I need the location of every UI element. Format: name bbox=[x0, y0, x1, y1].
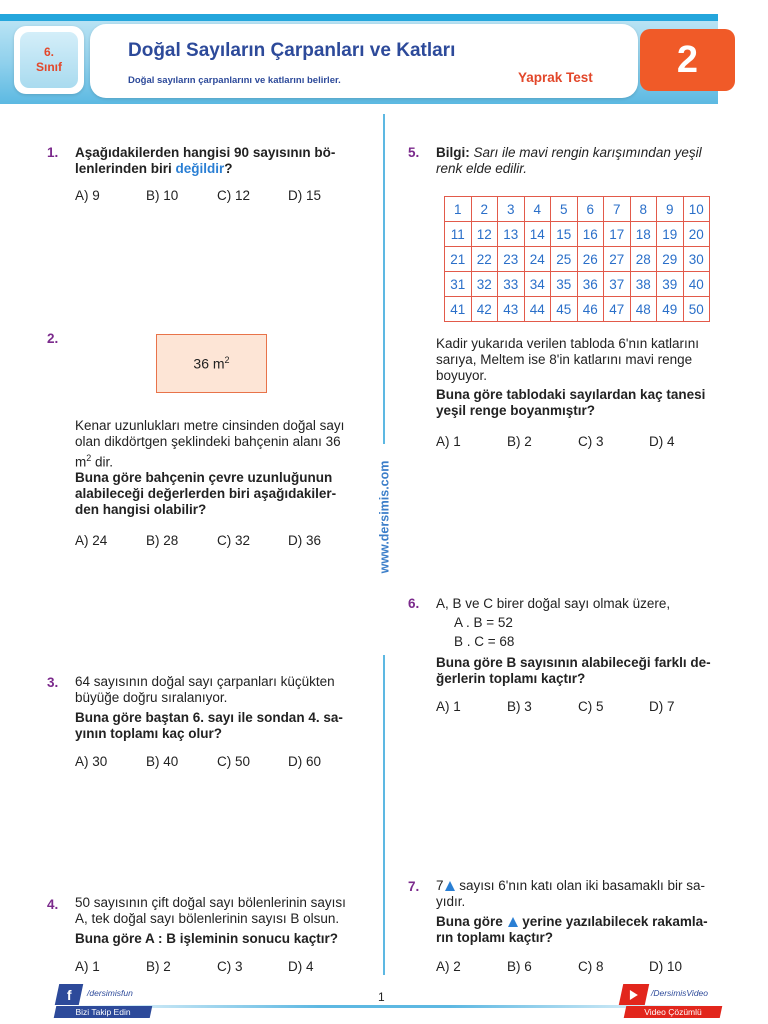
test-number: 2 bbox=[676, 38, 699, 81]
number-table-cell: 46 bbox=[577, 297, 604, 322]
question-7-bold-1 bbox=[436, 914, 708, 930]
grade-badge bbox=[14, 26, 84, 94]
question-7-bold-1-a: Buna göre bbox=[436, 914, 507, 929]
question-5-option-c[interactable]: C) 3 bbox=[578, 434, 604, 449]
garden-area-label bbox=[193, 355, 229, 372]
question-5-line-3: boyuyor. bbox=[436, 368, 488, 383]
number-table-cell: 14 bbox=[524, 222, 551, 247]
youtube-label-bar bbox=[624, 1006, 723, 1018]
number-table-cell: 27 bbox=[604, 247, 631, 272]
number-table-cell: 49 bbox=[657, 297, 684, 322]
number-table-cell: 19 bbox=[657, 222, 684, 247]
number-table-cell: 22 bbox=[471, 247, 498, 272]
triangle-icon bbox=[508, 917, 518, 927]
question-7-number: 7. bbox=[408, 879, 420, 894]
question-6-bold-2: ğerlerin toplamı kaçtır? bbox=[436, 671, 586, 686]
number-table-cell: 36 bbox=[577, 272, 604, 297]
number-table-cell: 9 bbox=[657, 197, 684, 222]
facebook-label-bar bbox=[54, 1006, 153, 1018]
question-2-line-3-b: dir. bbox=[91, 454, 114, 470]
question-7-line-1 bbox=[436, 878, 705, 894]
number-table-cell: 34 bbox=[524, 272, 551, 297]
question-5-line-1: Kadir yukarıda verilen tabloda 6'nın katlarını bbox=[436, 336, 699, 351]
question-2-unit: m bbox=[75, 454, 87, 470]
question-2-line-3 bbox=[75, 450, 113, 471]
question-5-number: 5. bbox=[408, 145, 420, 160]
question-2-unit-exponent: 2 bbox=[86, 453, 92, 463]
number-table-cell: 42 bbox=[471, 297, 498, 322]
garden-area-exponent: 2 bbox=[224, 355, 230, 366]
number-table-cell: 10 bbox=[683, 197, 710, 222]
number-table-row bbox=[445, 272, 710, 297]
question-5-option-a[interactable]: A) 1 bbox=[436, 434, 461, 449]
test-number-badge bbox=[640, 29, 735, 91]
question-7-digit: 7 bbox=[436, 878, 444, 893]
question-4-number: 4. bbox=[47, 897, 59, 912]
watermark bbox=[374, 458, 394, 576]
column-divider-bottom bbox=[383, 655, 385, 975]
question-3-bold-1: Buna göre baştan 6. sayı ile sondan 4. sa- bbox=[75, 710, 343, 725]
question-7-option-b[interactable]: B) 6 bbox=[507, 959, 532, 974]
question-6-equation-2: B . C = 68 bbox=[454, 634, 515, 649]
youtube-icon bbox=[619, 984, 649, 1005]
question-7-option-c[interactable]: C) 8 bbox=[578, 959, 604, 974]
question-4-option-d[interactable]: D) 4 bbox=[288, 959, 314, 974]
number-table-cell: 13 bbox=[498, 222, 525, 247]
number-table-cell: 43 bbox=[498, 297, 525, 322]
number-table-cell: 11 bbox=[445, 222, 472, 247]
grade-badge-inner bbox=[20, 32, 78, 88]
number-table-cell: 48 bbox=[630, 297, 657, 322]
triangle-icon bbox=[445, 881, 455, 891]
question-1-line-1: Aşağıdakilerden hangisi 90 sayısının bö- bbox=[75, 145, 336, 160]
question-6-number: 6. bbox=[408, 596, 420, 611]
number-table-cell: 20 bbox=[683, 222, 710, 247]
facebook-icon bbox=[55, 984, 83, 1005]
question-6-option-d[interactable]: D) 7 bbox=[649, 699, 675, 714]
question-7-line-2: yıdır. bbox=[436, 894, 466, 909]
question-4-option-b[interactable]: B) 2 bbox=[146, 959, 171, 974]
youtube-label: Video Çözümlü bbox=[644, 1007, 702, 1017]
question-1-option-d[interactable]: D) 15 bbox=[288, 188, 322, 203]
number-table-cell: 47 bbox=[604, 297, 631, 322]
number-table-cell: 25 bbox=[551, 247, 578, 272]
number-table-cell: 29 bbox=[657, 247, 684, 272]
number-table-cell: 4 bbox=[524, 197, 551, 222]
question-6-equation-1: A . B = 52 bbox=[454, 615, 513, 630]
number-table-cell: 6 bbox=[577, 197, 604, 222]
number-table-cell: 24 bbox=[524, 247, 551, 272]
youtube-handle: /DersimisVideo bbox=[651, 988, 709, 998]
number-table-cell: 12 bbox=[471, 222, 498, 247]
number-table-cell: 8 bbox=[630, 197, 657, 222]
question-5-info-line-2: renk elde edilir. bbox=[436, 161, 528, 176]
number-table-cell: 26 bbox=[577, 247, 604, 272]
question-7-line-1-b: sayısı 6'nın katı olan iki basamaklı bir sa- bbox=[455, 878, 705, 893]
question-2-bold-3: den hangisi olabilir? bbox=[75, 502, 207, 517]
question-1-line-2-a: lenlerinden biri bbox=[75, 161, 176, 176]
number-table-cell: 31 bbox=[445, 272, 472, 297]
number-table-cell: 32 bbox=[471, 272, 498, 297]
question-6-bold-1: Buna göre B sayısının alabileceği farklı de- bbox=[436, 655, 711, 670]
play-icon bbox=[630, 990, 638, 1000]
question-3-bold-2: yının toplamı kaç olur? bbox=[75, 726, 223, 741]
question-1-number: 1. bbox=[47, 145, 59, 160]
question-1-option-a[interactable]: A) 9 bbox=[75, 188, 100, 203]
question-5-bold-2: yeşil renge boyanmıştır? bbox=[436, 403, 596, 418]
question-3-option-b[interactable]: B) 40 bbox=[146, 754, 179, 769]
question-5-option-d[interactable]: D) 4 bbox=[649, 434, 675, 449]
question-7-option-a[interactable]: A) 2 bbox=[436, 959, 461, 974]
question-7-bold-1-b: yerine yazılabilecek rakamla- bbox=[518, 914, 708, 929]
question-2-option-b[interactable]: B) 28 bbox=[146, 533, 179, 548]
question-1-option-b[interactable]: B) 10 bbox=[146, 188, 179, 203]
number-table-cell: 41 bbox=[445, 297, 472, 322]
question-2-number: 2. bbox=[47, 331, 59, 346]
number-table-cell: 18 bbox=[630, 222, 657, 247]
number-table-cell: 40 bbox=[683, 272, 710, 297]
question-6-option-a[interactable]: A) 1 bbox=[436, 699, 461, 714]
question-5-info-line-1 bbox=[436, 145, 702, 161]
number-table-cell: 37 bbox=[604, 272, 631, 297]
question-4-option-a[interactable]: A) 1 bbox=[75, 959, 100, 974]
question-6-option-c[interactable]: C) 5 bbox=[578, 699, 604, 714]
facebook-handle: /dersimisfun bbox=[87, 988, 133, 998]
question-6-option-b[interactable]: B) 3 bbox=[507, 699, 532, 714]
number-table-cell: 30 bbox=[683, 247, 710, 272]
question-3-line-2: büyüğe doğru sıralanıyor. bbox=[75, 690, 228, 705]
question-1-keyword: değildir bbox=[175, 161, 225, 176]
garden-rectangle bbox=[156, 334, 267, 393]
number-table-row bbox=[445, 222, 710, 247]
number-table-cell: 35 bbox=[551, 272, 578, 297]
number-table-cell: 28 bbox=[630, 247, 657, 272]
number-table-row bbox=[445, 247, 710, 272]
number-table-cell: 15 bbox=[551, 222, 578, 247]
question-1-line-2 bbox=[75, 161, 233, 177]
question-2-option-d[interactable]: D) 36 bbox=[288, 533, 322, 548]
question-2-bold-1: Buna göre bahçenin çevre uzunluğunun bbox=[75, 470, 333, 485]
question-3-option-a[interactable]: A) 30 bbox=[75, 754, 108, 769]
page-number: 1 bbox=[378, 990, 385, 1004]
number-table bbox=[444, 196, 710, 322]
question-2-option-c[interactable]: C) 32 bbox=[217, 533, 251, 548]
number-table-cell: 39 bbox=[657, 272, 684, 297]
number-table-cell: 16 bbox=[577, 222, 604, 247]
question-4-bold-1: Buna göre A : B işleminin sonucu kaçtır? bbox=[75, 931, 339, 946]
facebook-icon-letter: f bbox=[66, 986, 72, 1003]
question-2-line-2: olan dikdörtgen şeklindeki bahçenin alanı 36 bbox=[75, 434, 341, 449]
number-table-row bbox=[445, 197, 710, 222]
number-table-row bbox=[445, 297, 710, 322]
column-divider-top bbox=[383, 114, 385, 444]
number-table-cell: 17 bbox=[604, 222, 631, 247]
question-3-line-1: 64 sayısının doğal sayı çarpanları küçükten bbox=[75, 674, 335, 689]
question-1-option-c[interactable]: C) 12 bbox=[217, 188, 251, 203]
number-table-cell: 44 bbox=[524, 297, 551, 322]
question-4-line-2: A, tek doğal sayı bölenlerinin sayısı B olsun. bbox=[75, 911, 340, 926]
question-5-info-label: Bilgi: bbox=[436, 145, 470, 160]
question-4-line-1: 50 sayısının çift doğal sayı bölenlerinin sayısı bbox=[75, 895, 346, 910]
grade-label: Sınıf bbox=[36, 60, 62, 74]
question-5-bold-1: Buna göre tablodaki sayılardan kaç tanesi bbox=[436, 387, 706, 402]
number-table-cell: 45 bbox=[551, 297, 578, 322]
header-stripe bbox=[0, 14, 718, 21]
question-2-bold-2: alabileceği değerlerden biri aşağıdakiler- bbox=[75, 486, 337, 501]
question-1-line-2-c: ? bbox=[224, 161, 233, 176]
number-table-cell: 23 bbox=[498, 247, 525, 272]
garden-area-value: 36 m bbox=[193, 355, 225, 372]
page-title: Doğal Sayıların Çarpanları ve Katları bbox=[128, 40, 456, 61]
number-table-cell: 3 bbox=[498, 197, 525, 222]
question-5-line-2: sarıya, Meltem ise 8'in katlarını mavi renge bbox=[436, 352, 693, 367]
question-5-option-b[interactable]: B) 2 bbox=[507, 434, 532, 449]
question-5-info-text-1: Sarı ile mavi rengin karışımından yeşil bbox=[469, 145, 702, 160]
number-table-cell: 33 bbox=[498, 272, 525, 297]
question-3-option-c[interactable]: C) 50 bbox=[217, 754, 251, 769]
number-table-cell: 2 bbox=[471, 197, 498, 222]
number-table-cell: 38 bbox=[630, 272, 657, 297]
question-3-option-d[interactable]: D) 60 bbox=[288, 754, 322, 769]
question-4-option-c[interactable]: C) 3 bbox=[217, 959, 243, 974]
facebook-label: Bizi Takip Edin bbox=[75, 1007, 131, 1017]
footer-line bbox=[60, 1005, 710, 1008]
question-7-option-d[interactable]: D) 10 bbox=[649, 959, 683, 974]
watermark-text: www.dersimis.com bbox=[377, 460, 391, 574]
question-3-number: 3. bbox=[47, 675, 59, 690]
grade-number: 6. bbox=[43, 45, 54, 59]
number-table-cell: 7 bbox=[604, 197, 631, 222]
question-7-bold-2: rın toplamı kaçtır? bbox=[436, 930, 554, 945]
number-table-cell: 1 bbox=[445, 197, 472, 222]
question-6-line-1: A, B ve C birer doğal sayı olmak üzere, bbox=[436, 596, 671, 611]
number-table-cell: 21 bbox=[445, 247, 472, 272]
test-type: Yaprak Test bbox=[518, 70, 593, 85]
question-2-option-a[interactable]: A) 24 bbox=[75, 533, 108, 548]
question-2-line-1: Kenar uzunlukları metre cinsinden doğal sayı bbox=[75, 418, 345, 433]
number-table-cell: 5 bbox=[551, 197, 578, 222]
page-subtitle: Doğal sayıların çarpanlarını ve katlarını belirler. bbox=[128, 75, 341, 86]
title-panel bbox=[90, 24, 638, 98]
number-table-cell: 50 bbox=[683, 297, 710, 322]
